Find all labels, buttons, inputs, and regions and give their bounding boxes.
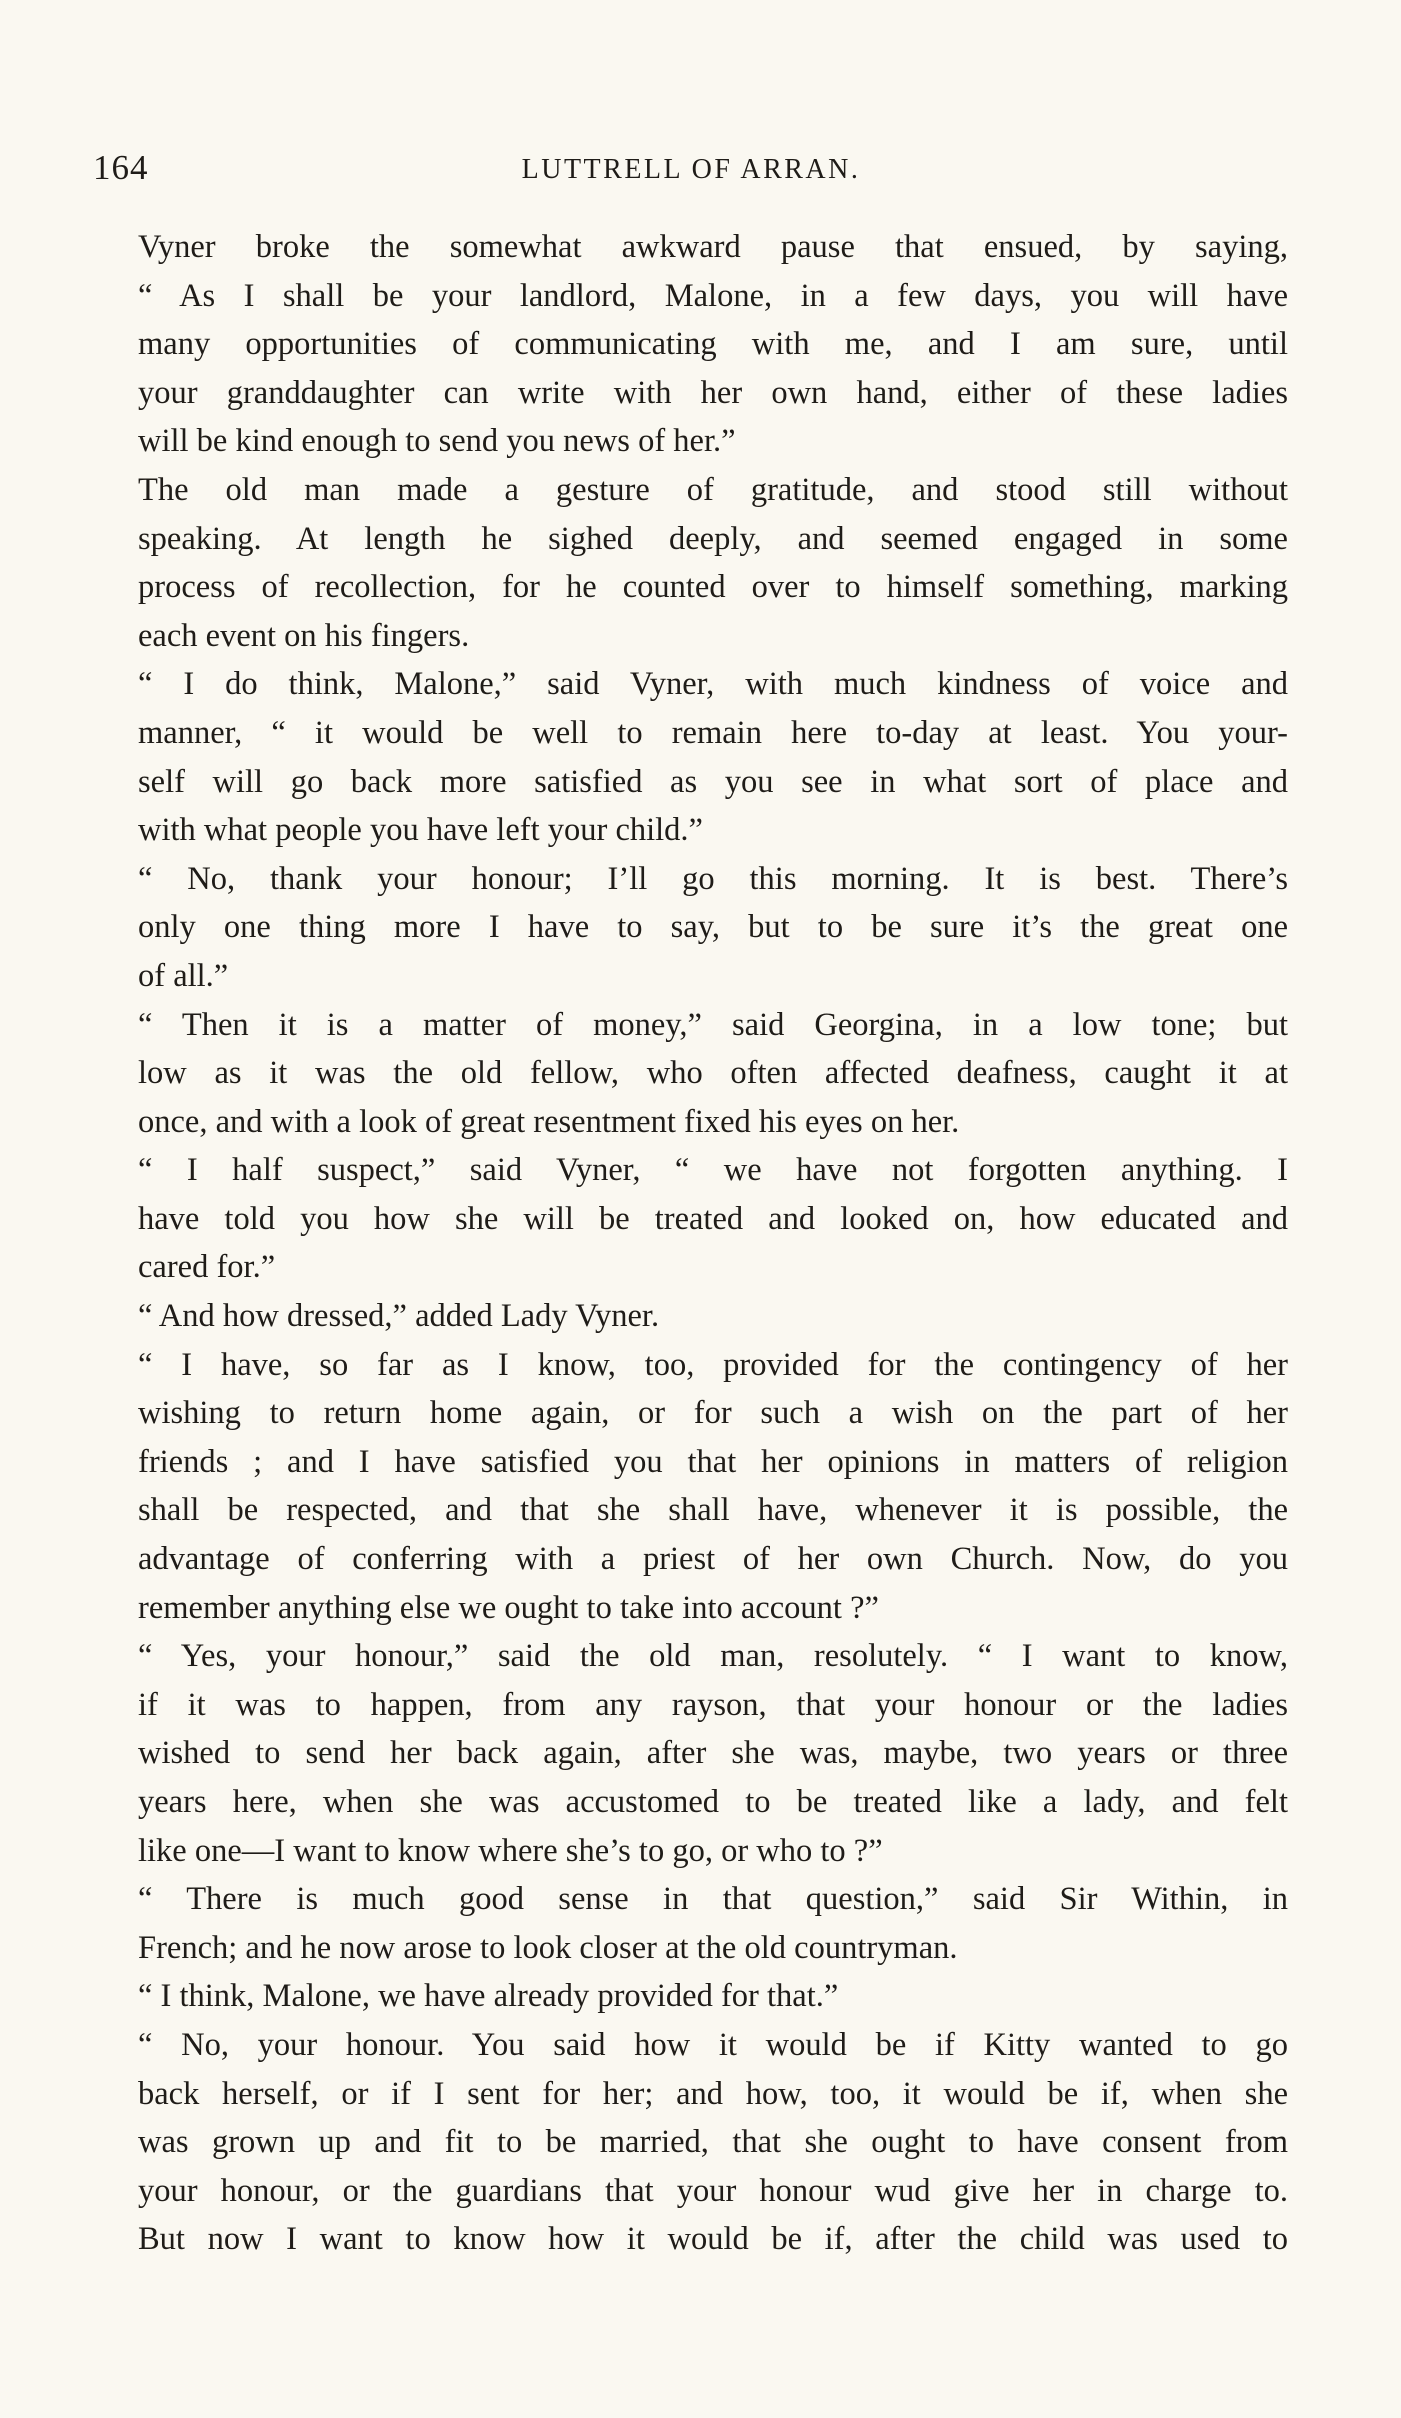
- text-line: have told you how she will be treated and looked on, how educated and: [138, 1200, 1288, 1237]
- text-line: low as it was the old fellow, who often affected deafness, caught it at: [138, 1055, 1288, 1092]
- text-line: “ Then it is a matter of money,” said Georgina, in a low tone; but: [138, 1006, 1288, 1043]
- text-line: Vyner broke the somewhat awkward pause that ensued, by saying,: [138, 229, 1288, 265]
- text-line: your honour, or the guardians that your honour wud give her in charge to.: [138, 2172, 1288, 2209]
- text-line: “ There is much good sense in that question,” said Sir Within, in: [138, 1881, 1288, 1918]
- text-line: “ I have, so far as I know, too, provided for the contingency of her: [138, 1346, 1288, 1383]
- text-line: friends ; and I have satisfied you that her opinions in matters of religion: [138, 1443, 1288, 1480]
- text-line: “ I do think, Malone,” said Vyner, with much kindness of voice and: [138, 666, 1288, 703]
- text-line: wishing to return home again, or for such a wish on the part of her: [138, 1395, 1288, 1432]
- text-line: with what people you have left your child.”: [138, 812, 703, 849]
- text-line: each event on his fingers.: [138, 617, 470, 654]
- text-line: “ No, your honour. You said how it would be if Kitty wanted to go: [138, 2026, 1288, 2063]
- text-line: many opportunities of communicating with me, and I am sure, until: [138, 326, 1288, 363]
- text-line: “ As I shall be your landlord, Malone, in a few days, you will have: [138, 277, 1288, 314]
- running-title: LUTTRELL OF ARRAN.: [521, 154, 861, 185]
- text-line: if it was to happen, from any rayson, that your honour or the ladies: [138, 1686, 1288, 1723]
- text-line: years here, when she was accustomed to be treated like a lady, and felt: [138, 1784, 1288, 1820]
- text-line: self will go back more satisfied as you see in what sort of place and: [138, 763, 1288, 800]
- text-line: advantage of conferring with a priest of her own Church. Now, do you: [138, 1541, 1288, 1578]
- text-line: back herself, or if I sent for her; and how, too, it would be if, when she: [138, 2075, 1288, 2112]
- text-line: process of recollection, for he counted over to himself something, marking: [138, 569, 1288, 606]
- text-line: was grown up and fit to be married, that she ought to have consent from: [138, 2124, 1288, 2161]
- text-line: “ I half suspect,” said Vyner, “ we have not forgotten anything. I: [138, 1152, 1288, 1189]
- page-number: 164: [93, 148, 149, 187]
- page-header: [93, 148, 1289, 200]
- text-line: “ And how dressed,” added Lady Vyner.: [138, 1298, 660, 1335]
- text-line: only one thing more I have to say, but to be sure it’s the great one: [138, 909, 1288, 946]
- text-line: “ No, thank your honour; I’ll go this morning. It is best. There’s: [138, 860, 1288, 897]
- text-line: “ I think, Malone, we have already provided for that.”: [138, 1978, 839, 2015]
- text-line: remember anything else we ought to take into account ?”: [138, 1589, 879, 1626]
- text-line: manner, “ it would be well to remain here to-day at least. You your-: [138, 714, 1288, 751]
- text-line: of all.”: [138, 957, 229, 994]
- text-line: like one—I want to know where she’s to go, or who to ?”: [138, 1832, 883, 1869]
- text-line: your granddaughter can write with her own hand, either of these ladies: [138, 374, 1288, 411]
- text-line: shall be respected, and that she shall have, whenever it is possible, the: [138, 1492, 1288, 1529]
- text-line: “ Yes, your honour,” said the old man, resolutely. “ I want to know,: [138, 1638, 1288, 1675]
- body-text: [138, 223, 1288, 2264]
- text-line: cared for.”: [138, 1249, 276, 1286]
- text-line: will be kind enough to send you news of her.”: [138, 423, 736, 460]
- text-line: wished to send her back again, after she was, maybe, two years or three: [138, 1735, 1288, 1772]
- text-line: But now I want to know how it would be if, after the child was used to: [138, 2221, 1288, 2258]
- text-line: once, and with a look of great resentment fixed his eyes on her.: [138, 1103, 960, 1140]
- text-line: French; and he now arose to look closer at the old countryman.: [138, 1929, 958, 1966]
- text-line: The old man made a gesture of gratitude, and stood still without: [138, 471, 1288, 508]
- text-line: speaking. At length he sighed deeply, and seemed engaged in some: [138, 520, 1288, 557]
